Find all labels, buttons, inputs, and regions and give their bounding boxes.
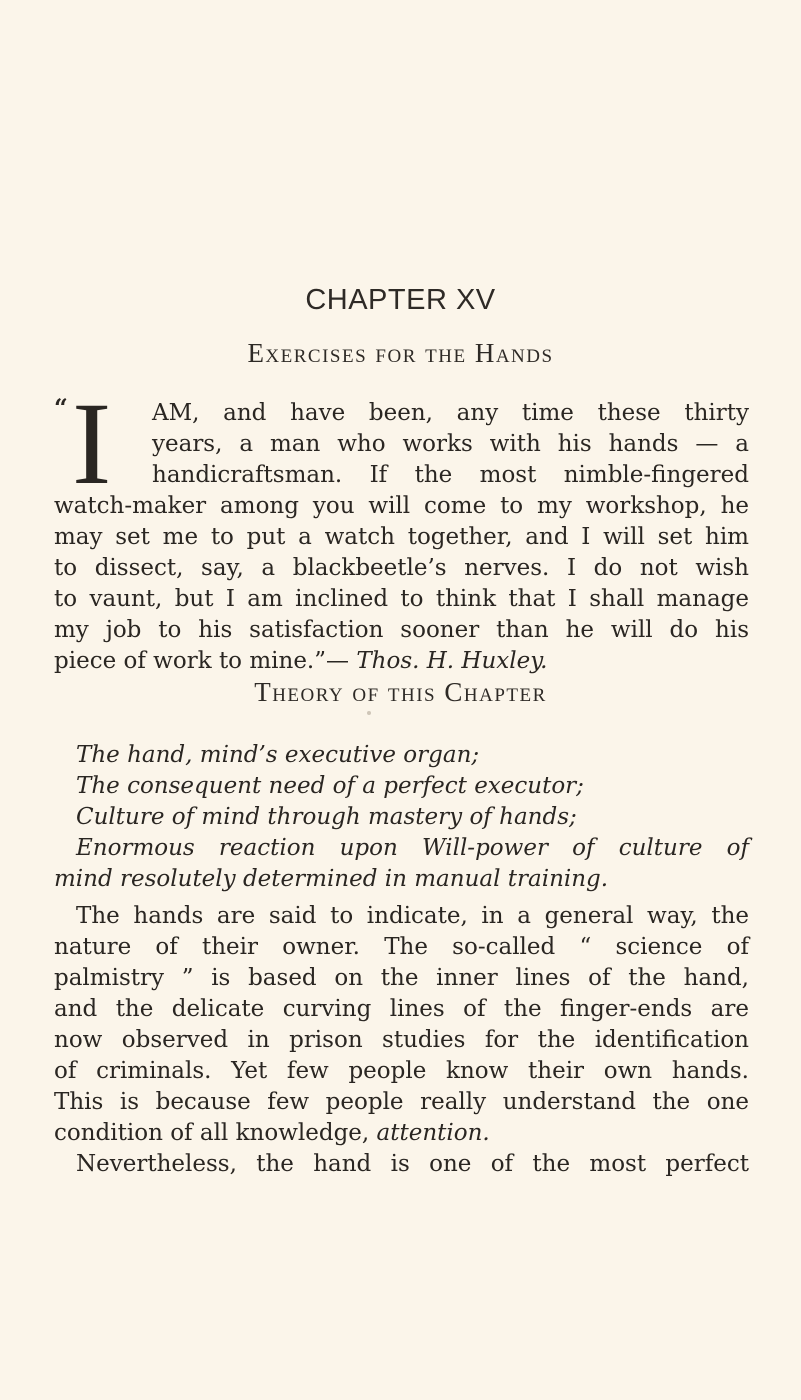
body-line	[54, 1119, 490, 1147]
ornament-dot	[367, 711, 371, 715]
theory-heading: Theory of this Chapter	[254, 677, 547, 707]
chapter-heading: CHAPTER XV	[305, 284, 496, 316]
body-line-text: condition of all knowledge,	[54, 1120, 377, 1146]
quote-line: my job to his satisfaction sooner than he will do his	[54, 617, 749, 643]
opening-quote-mark: “	[54, 393, 68, 422]
theory-line: The hand, mind’s executive organ;	[76, 742, 480, 768]
theory-line: The consequent need of a perfect executor;	[76, 773, 584, 799]
theory-line: Enormous reaction upon Will-power of culture of	[76, 835, 749, 861]
body-line: The hands are said to indicate, in a general way, the	[76, 903, 749, 929]
drop-cap: I	[72, 378, 112, 509]
theory-line: Culture of mind through mastery of hands;	[76, 804, 577, 830]
quote-line: to dissect, say, a blackbeetle’s nerves. I do not wish	[54, 555, 749, 581]
theory-line: mind resolutely determined in manual training.	[54, 866, 609, 892]
quote-line: may set me to put a watch together, and I will set him	[54, 524, 749, 550]
body-line: palmistry ” is based on the inner lines of the hand,	[54, 965, 749, 991]
quote-line: handicraftsman. If the most nimble-fingered	[152, 462, 749, 488]
body-line: nature of their owner. The so-called “ science of	[54, 934, 749, 960]
body-line: of criminals. Yet few people know their own hands.	[54, 1058, 749, 1084]
quote-attribution: Thos. H. Huxley.	[356, 648, 548, 674]
quote-line-text: piece of work to mine.”—	[54, 648, 357, 674]
quote-line: AM, and have been, any time these thirty	[152, 400, 749, 426]
chapter-title: Exercises for the Hands	[247, 338, 554, 368]
body-emphasis: attention.	[376, 1120, 490, 1146]
body-line: Nevertheless, the hand is one of the most perfect	[76, 1151, 749, 1177]
body-line: and the delicate curving lines of the finger-ends are	[54, 996, 749, 1022]
body-line: This is because few people really understand the one	[54, 1089, 749, 1115]
quote-line: years, a man who works with his hands — a	[152, 431, 749, 457]
quote-last-line	[54, 647, 548, 675]
quote-line: to vaunt, but I am inclined to think that I shall manage	[54, 586, 749, 612]
quote-line: watch-maker among you will come to my workshop, he	[54, 493, 749, 519]
body-line: now observed in prison studies for the identification	[54, 1027, 749, 1053]
drop-cap-block	[54, 378, 150, 509]
